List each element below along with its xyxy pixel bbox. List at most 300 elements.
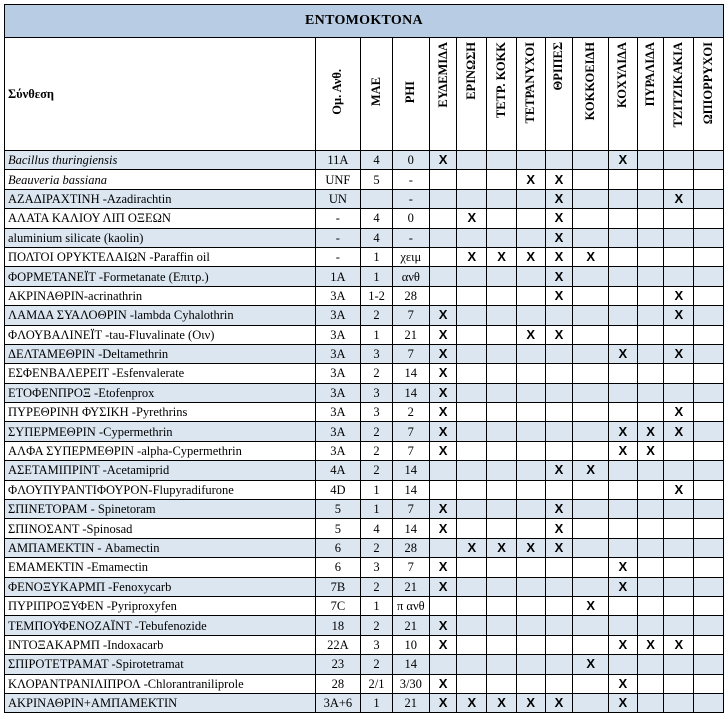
pest-mark-cell: X bbox=[545, 228, 573, 247]
group-cell: 7B bbox=[315, 577, 361, 596]
pest-mark-cell bbox=[694, 403, 724, 422]
table-row bbox=[5, 500, 724, 519]
group-cell: 7C bbox=[315, 596, 361, 615]
pest-mark-cell bbox=[664, 461, 694, 480]
phi-cell: ανθ bbox=[392, 267, 429, 286]
phi-cell: 7 bbox=[392, 306, 429, 325]
pest-mark-cell bbox=[694, 635, 724, 654]
pest-mark-cell bbox=[487, 325, 517, 344]
pest-mark-cell bbox=[516, 441, 545, 460]
pest-mark-cell bbox=[637, 461, 664, 480]
pest-mark-cell bbox=[487, 286, 517, 305]
pest-mark-cell bbox=[457, 325, 487, 344]
pest-mark-cell bbox=[429, 538, 457, 557]
pest-mark-cell: X bbox=[516, 538, 545, 557]
phi-cell: 7 bbox=[392, 500, 429, 519]
compound-name: ΣΠΙΝΕΤΟΡΑΜ - Spinetoram bbox=[5, 500, 316, 519]
pest-mark-cell bbox=[637, 267, 664, 286]
header-row bbox=[5, 38, 724, 151]
pest-mark-cell bbox=[516, 461, 545, 480]
pest-mark-cell: X bbox=[664, 344, 694, 363]
pest-mark-cell: X bbox=[664, 189, 694, 208]
pest-mark-cell bbox=[516, 480, 545, 499]
header-pest-opiorrychoi: ΩΠΙΟΡΡΥΧΟΙ bbox=[694, 38, 724, 151]
pest-mark-cell bbox=[608, 500, 637, 519]
mae-cell: 2 bbox=[361, 616, 393, 635]
mae-cell: 3 bbox=[361, 383, 393, 402]
pest-mark-cell bbox=[457, 655, 487, 674]
pest-mark-cell: X bbox=[545, 209, 573, 228]
pest-mark-cell bbox=[608, 228, 637, 247]
pest-mark-cell bbox=[573, 325, 609, 344]
pest-mark-cell: X bbox=[487, 693, 517, 712]
pest-mark-cell bbox=[664, 364, 694, 383]
pest-mark-cell bbox=[608, 480, 637, 499]
pest-mark-cell bbox=[637, 577, 664, 596]
pest-mark-cell bbox=[487, 558, 517, 577]
pest-mark-cell bbox=[573, 674, 609, 693]
pest-mark-cell: X bbox=[608, 558, 637, 577]
pest-mark-cell bbox=[573, 364, 609, 383]
pest-mark-cell: X bbox=[573, 461, 609, 480]
pest-mark-cell bbox=[457, 151, 487, 170]
pest-mark-cell: X bbox=[429, 306, 457, 325]
group-cell: - bbox=[315, 228, 361, 247]
pest-mark-cell bbox=[637, 403, 664, 422]
table-row bbox=[5, 189, 724, 208]
header-phi: PHI bbox=[392, 38, 429, 151]
pest-mark-cell: X bbox=[608, 151, 637, 170]
mae-cell: 3 bbox=[361, 344, 393, 363]
pest-mark-cell bbox=[664, 170, 694, 189]
phi-cell: π ανθ bbox=[392, 596, 429, 615]
table-row bbox=[5, 383, 724, 402]
mae-cell: 2 bbox=[361, 306, 393, 325]
pest-mark-cell: X bbox=[487, 247, 517, 266]
pest-mark-cell bbox=[608, 655, 637, 674]
mae-cell: 5 bbox=[361, 170, 393, 189]
table-title: ΕΝΤΟΜΟΚΤΟΝΑ bbox=[5, 5, 724, 38]
header-pest-kokkoeidi: ΚΟΚΚΟΕΙΔΗ bbox=[573, 38, 609, 151]
pest-mark-cell bbox=[694, 480, 724, 499]
pest-mark-cell bbox=[516, 151, 545, 170]
compound-name: ΤΕΜΠΟΥΦΕΝΟΖΑΪΝΤ -Tebufenozide bbox=[5, 616, 316, 635]
pest-mark-cell bbox=[429, 655, 457, 674]
table-row bbox=[5, 577, 724, 596]
pest-mark-cell bbox=[664, 577, 694, 596]
pest-mark-cell bbox=[664, 267, 694, 286]
compound-name: ΠΥΡΙΠΡΟΞΥΦΕΝ -Pyriproxyfen bbox=[5, 596, 316, 615]
pest-mark-cell bbox=[516, 383, 545, 402]
pest-mark-cell bbox=[487, 461, 517, 480]
pest-mark-cell: X bbox=[516, 170, 545, 189]
pest-mark-cell bbox=[664, 558, 694, 577]
pest-mark-cell bbox=[573, 189, 609, 208]
pest-mark-cell bbox=[694, 441, 724, 460]
pest-mark-cell: X bbox=[545, 286, 573, 305]
phi-cell: 14 bbox=[392, 655, 429, 674]
table-row bbox=[5, 286, 724, 305]
pest-mark-cell bbox=[457, 286, 487, 305]
group-cell: 18 bbox=[315, 616, 361, 635]
pest-mark-cell bbox=[573, 480, 609, 499]
mae-cell: 3 bbox=[361, 558, 393, 577]
pest-mark-cell bbox=[664, 674, 694, 693]
pest-mark-cell bbox=[608, 209, 637, 228]
phi-cell: 3/30 bbox=[392, 674, 429, 693]
pest-mark-cell bbox=[487, 267, 517, 286]
pest-mark-cell: X bbox=[429, 519, 457, 538]
pest-mark-cell: X bbox=[637, 422, 664, 441]
pest-mark-cell bbox=[664, 151, 694, 170]
group-cell: 6 bbox=[315, 538, 361, 557]
group-cell: UN bbox=[315, 189, 361, 208]
pest-mark-cell: X bbox=[573, 596, 609, 615]
phi-cell: 28 bbox=[392, 286, 429, 305]
compound-name: ΣΠΙΝΟΣΑΝΤ -Spinosad bbox=[5, 519, 316, 538]
pest-mark-cell bbox=[457, 364, 487, 383]
pest-mark-cell bbox=[694, 519, 724, 538]
phi-cell: 14 bbox=[392, 519, 429, 538]
pest-mark-cell: X bbox=[664, 403, 694, 422]
pest-mark-cell bbox=[637, 286, 664, 305]
pest-mark-cell bbox=[664, 693, 694, 712]
compound-name: ΦΛΟΥΠΥΡΑΝΤΙΦΟΥΡΟΝ-Flupyradifurone bbox=[5, 480, 316, 499]
mae-cell: 2 bbox=[361, 441, 393, 460]
pest-mark-cell: X bbox=[545, 538, 573, 557]
pest-mark-cell bbox=[457, 228, 487, 247]
header-pest-erinosi: ΕΡΙΝΩΣΗ bbox=[457, 38, 487, 151]
group-cell: 23 bbox=[315, 655, 361, 674]
pest-mark-cell bbox=[487, 480, 517, 499]
pest-mark-cell bbox=[429, 209, 457, 228]
pest-mark-cell bbox=[608, 616, 637, 635]
pest-mark-cell bbox=[487, 441, 517, 460]
pest-mark-cell bbox=[487, 344, 517, 363]
pest-mark-cell: X bbox=[457, 209, 487, 228]
mae-cell: 4 bbox=[361, 228, 393, 247]
pest-mark-cell bbox=[694, 344, 724, 363]
pest-mark-cell bbox=[694, 596, 724, 615]
pest-mark-cell bbox=[637, 306, 664, 325]
pest-mark-cell bbox=[487, 189, 517, 208]
pest-mark-cell: X bbox=[429, 403, 457, 422]
pest-mark-cell: X bbox=[637, 441, 664, 460]
header-om-anth: Ομ. Ανθ. bbox=[315, 38, 361, 151]
pest-mark-cell bbox=[516, 189, 545, 208]
table-body bbox=[5, 151, 724, 713]
mae-cell: 1 bbox=[361, 693, 393, 712]
pest-mark-cell bbox=[545, 364, 573, 383]
pest-mark-cell: X bbox=[608, 577, 637, 596]
pest-mark-cell: X bbox=[429, 325, 457, 344]
phi-cell: 28 bbox=[392, 538, 429, 557]
table-row bbox=[5, 519, 724, 538]
pest-mark-cell bbox=[516, 616, 545, 635]
mae-cell: 1 bbox=[361, 325, 393, 344]
pest-mark-cell bbox=[516, 500, 545, 519]
pest-mark-cell bbox=[573, 635, 609, 654]
pest-mark-cell bbox=[487, 170, 517, 189]
table-row bbox=[5, 151, 724, 170]
pest-mark-cell bbox=[457, 306, 487, 325]
pest-mark-cell bbox=[457, 422, 487, 441]
pest-mark-cell bbox=[694, 364, 724, 383]
pest-mark-cell: X bbox=[516, 325, 545, 344]
pest-mark-cell bbox=[694, 228, 724, 247]
pest-mark-cell: X bbox=[608, 344, 637, 363]
pest-mark-cell bbox=[457, 519, 487, 538]
table-row bbox=[5, 596, 724, 615]
table-row bbox=[5, 209, 724, 228]
header-pest-tetranychoi: ΤΕΤΡΑΝΥΧΟΙ bbox=[516, 38, 545, 151]
table-row bbox=[5, 616, 724, 635]
compound-name: ΑΚΡΙΝΑΘΡΙΝ-acrinathrin bbox=[5, 286, 316, 305]
phi-cell: 7 bbox=[392, 558, 429, 577]
pest-mark-cell: X bbox=[516, 693, 545, 712]
compound-name: ΑΛΦΑ ΣΥΠΕΡΜΕΘΡΙΝ -alpha-Cypermethrin bbox=[5, 441, 316, 460]
pest-mark-cell bbox=[516, 635, 545, 654]
pest-mark-cell: X bbox=[573, 655, 609, 674]
pest-mark-cell: X bbox=[457, 538, 487, 557]
compound-name: ΙΝΤΟΞΑΚΑΡΜΠ -Indoxacarb bbox=[5, 635, 316, 654]
phi-cell: 21 bbox=[392, 577, 429, 596]
pest-mark-cell bbox=[487, 364, 517, 383]
compound-name: ΑΜΠΑΜΕΚΤΙΝ - Abamectin bbox=[5, 538, 316, 557]
pest-mark-cell bbox=[637, 480, 664, 499]
table-row bbox=[5, 306, 724, 325]
pest-mark-cell bbox=[637, 538, 664, 557]
compound-name: ΑΚΡΙΝΑΘΡΙΝ+ΑΜΠΑΜΕΚΤΙΝ bbox=[5, 693, 316, 712]
pest-mark-cell bbox=[637, 228, 664, 247]
pest-mark-cell bbox=[664, 228, 694, 247]
pest-mark-cell bbox=[457, 461, 487, 480]
group-cell: 6 bbox=[315, 558, 361, 577]
pest-mark-cell bbox=[573, 693, 609, 712]
table-row bbox=[5, 267, 724, 286]
header-synthesi: Σύνθεση bbox=[5, 38, 316, 151]
compound-name: ΑΖΑΔΙΡΑΧΤΙΝΗ -Azadirachtin bbox=[5, 189, 316, 208]
pest-mark-cell bbox=[637, 170, 664, 189]
mae-cell: 1 bbox=[361, 500, 393, 519]
pest-mark-cell bbox=[573, 151, 609, 170]
pest-mark-cell bbox=[457, 674, 487, 693]
pest-mark-cell: X bbox=[429, 577, 457, 596]
pest-mark-cell bbox=[608, 519, 637, 538]
pest-mark-cell bbox=[516, 267, 545, 286]
phi-cell: 2 bbox=[392, 403, 429, 422]
title-row bbox=[5, 5, 724, 38]
pest-mark-cell bbox=[516, 519, 545, 538]
group-cell: 3A bbox=[315, 403, 361, 422]
phi-cell: 7 bbox=[392, 344, 429, 363]
pest-mark-cell: X bbox=[545, 519, 573, 538]
pest-mark-cell bbox=[664, 596, 694, 615]
phi-cell: 0 bbox=[392, 209, 429, 228]
pest-mark-cell: X bbox=[573, 247, 609, 266]
compound-name: ΣΠΙΡΟΤΕΤΡΑΜΑΤ -Spirotetramat bbox=[5, 655, 316, 674]
pest-mark-cell bbox=[637, 519, 664, 538]
pest-mark-cell bbox=[637, 344, 664, 363]
pest-mark-cell bbox=[637, 151, 664, 170]
pest-mark-cell bbox=[573, 344, 609, 363]
pest-mark-cell: X bbox=[487, 538, 517, 557]
compound-name: ΑΛΑΤΑ ΚΑΛΙΟΥ ΛΙΠ ΟΞΕΩΝ bbox=[5, 209, 316, 228]
pest-mark-cell bbox=[694, 558, 724, 577]
pest-mark-cell bbox=[637, 596, 664, 615]
phi-cell: 7 bbox=[392, 441, 429, 460]
mae-cell: 4 bbox=[361, 209, 393, 228]
pest-mark-cell bbox=[487, 674, 517, 693]
header-pest-tzitzikakia: ΤΖΙΤΖΙΚΑΚΙΑ bbox=[664, 38, 694, 151]
mae-cell: 1 bbox=[361, 596, 393, 615]
pest-mark-cell bbox=[487, 383, 517, 402]
pest-mark-cell: X bbox=[545, 247, 573, 266]
pest-mark-cell bbox=[573, 577, 609, 596]
pest-mark-cell bbox=[637, 364, 664, 383]
pest-mark-cell bbox=[664, 325, 694, 344]
group-cell: 5 bbox=[315, 500, 361, 519]
pest-mark-cell: X bbox=[429, 422, 457, 441]
mae-cell: 4 bbox=[361, 519, 393, 538]
table-row bbox=[5, 461, 724, 480]
pest-mark-cell: X bbox=[545, 461, 573, 480]
pest-mark-cell: X bbox=[608, 441, 637, 460]
pest-mark-cell bbox=[545, 635, 573, 654]
pest-mark-cell bbox=[516, 596, 545, 615]
pest-mark-cell bbox=[457, 577, 487, 596]
pest-mark-cell bbox=[573, 441, 609, 460]
pest-mark-cell bbox=[694, 247, 724, 266]
pest-mark-cell bbox=[694, 170, 724, 189]
pest-mark-cell bbox=[545, 383, 573, 402]
pest-mark-cell bbox=[457, 596, 487, 615]
pest-mark-cell: X bbox=[545, 267, 573, 286]
pest-mark-cell: X bbox=[429, 558, 457, 577]
pest-mark-cell bbox=[608, 403, 637, 422]
header-pest-eydemida: ΕΥΔΕΜΙΔΑ bbox=[429, 38, 457, 151]
table-row bbox=[5, 422, 724, 441]
pest-mark-cell bbox=[516, 403, 545, 422]
pest-mark-cell bbox=[545, 344, 573, 363]
table-row bbox=[5, 247, 724, 266]
pest-mark-cell bbox=[573, 500, 609, 519]
header-mae: ΜΑΕ bbox=[361, 38, 393, 151]
pest-mark-cell bbox=[516, 674, 545, 693]
pest-mark-cell bbox=[516, 344, 545, 363]
pest-mark-cell: X bbox=[664, 635, 694, 654]
pest-mark-cell bbox=[694, 422, 724, 441]
group-cell: 3A bbox=[315, 306, 361, 325]
pest-mark-cell bbox=[637, 693, 664, 712]
pest-mark-cell bbox=[664, 383, 694, 402]
table-row bbox=[5, 480, 724, 499]
pest-mark-cell bbox=[487, 596, 517, 615]
pest-mark-cell bbox=[573, 209, 609, 228]
pest-mark-cell bbox=[637, 616, 664, 635]
pest-mark-cell bbox=[487, 655, 517, 674]
pest-mark-cell: X bbox=[429, 616, 457, 635]
pest-mark-cell bbox=[664, 441, 694, 460]
pest-mark-cell bbox=[573, 228, 609, 247]
compound-name: ΕΤΟΦΕΝΠΡΟΞ -Etofenprox bbox=[5, 383, 316, 402]
phi-cell: 14 bbox=[392, 480, 429, 499]
compound-name: ΕΣΦΕΝΒΑΛΕΡΕΙΤ -Esfenvalerate bbox=[5, 364, 316, 383]
pest-mark-cell bbox=[516, 228, 545, 247]
pest-mark-cell: X bbox=[608, 422, 637, 441]
pest-mark-cell: X bbox=[608, 635, 637, 654]
pest-mark-cell bbox=[637, 209, 664, 228]
mae-cell: 2 bbox=[361, 422, 393, 441]
table-row bbox=[5, 441, 724, 460]
pest-mark-cell: X bbox=[545, 189, 573, 208]
table-row bbox=[5, 674, 724, 693]
pest-mark-cell bbox=[516, 655, 545, 674]
pest-mark-cell bbox=[457, 480, 487, 499]
compound-name: ΠΥΡΕΘΡΙΝΗ ΦΥΣΙΚΗ -Pyrethrins bbox=[5, 403, 316, 422]
table-row bbox=[5, 325, 724, 344]
group-cell: 3A+6 bbox=[315, 693, 361, 712]
mae-cell: 1 bbox=[361, 480, 393, 499]
pest-mark-cell bbox=[694, 500, 724, 519]
pest-mark-cell bbox=[545, 577, 573, 596]
pest-mark-cell bbox=[429, 228, 457, 247]
pest-mark-cell: X bbox=[429, 364, 457, 383]
pest-mark-cell bbox=[457, 403, 487, 422]
pest-mark-cell bbox=[664, 655, 694, 674]
pest-mark-cell bbox=[429, 461, 457, 480]
group-cell: 3A bbox=[315, 325, 361, 344]
table-row bbox=[5, 344, 724, 363]
pest-mark-cell bbox=[664, 538, 694, 557]
mae-cell: 4 bbox=[361, 151, 393, 170]
compound-name: ΠΟΛΤΟΙ ΟΡΥΚΤΕΛΑΙΩΝ -Paraffin oil bbox=[5, 247, 316, 266]
table-row bbox=[5, 635, 724, 654]
pest-mark-cell bbox=[637, 558, 664, 577]
header-pest-kochylida: ΚΟΧΥΛΙΔΑ bbox=[608, 38, 637, 151]
pest-mark-cell bbox=[608, 170, 637, 189]
phi-cell: - bbox=[392, 228, 429, 247]
pest-mark-cell: X bbox=[429, 344, 457, 363]
compound-name: ΦΕΝΟΞΥΚΑΡΜΠ -Fenoxycarb bbox=[5, 577, 316, 596]
header-pest-thripes: ΘΡΙΠΕΣ bbox=[545, 38, 573, 151]
pest-mark-cell bbox=[573, 422, 609, 441]
pest-mark-cell bbox=[573, 306, 609, 325]
pest-mark-cell bbox=[608, 383, 637, 402]
compound-name: ΦΛΟΥΒΑΛΙΝΕΪΤ -tau-Fluvalinate (Oιν) bbox=[5, 325, 316, 344]
pest-mark-cell bbox=[694, 151, 724, 170]
pest-mark-cell bbox=[664, 500, 694, 519]
table-row bbox=[5, 558, 724, 577]
phi-cell: 0 bbox=[392, 151, 429, 170]
pest-mark-cell bbox=[457, 189, 487, 208]
pest-mark-cell bbox=[694, 655, 724, 674]
pest-mark-cell bbox=[545, 596, 573, 615]
mae-cell: 3 bbox=[361, 403, 393, 422]
pest-mark-cell bbox=[545, 480, 573, 499]
pest-mark-cell bbox=[608, 461, 637, 480]
phi-cell: 21 bbox=[392, 325, 429, 344]
group-cell: 4D bbox=[315, 480, 361, 499]
pest-mark-cell bbox=[516, 577, 545, 596]
phi-cell: 7 bbox=[392, 422, 429, 441]
pest-mark-cell: X bbox=[516, 247, 545, 266]
group-cell: 22A bbox=[315, 635, 361, 654]
mae-cell: 2 bbox=[361, 364, 393, 383]
mae-cell: 1 bbox=[361, 267, 393, 286]
mae-cell: 2/1 bbox=[361, 674, 393, 693]
pest-mark-cell: X bbox=[429, 441, 457, 460]
